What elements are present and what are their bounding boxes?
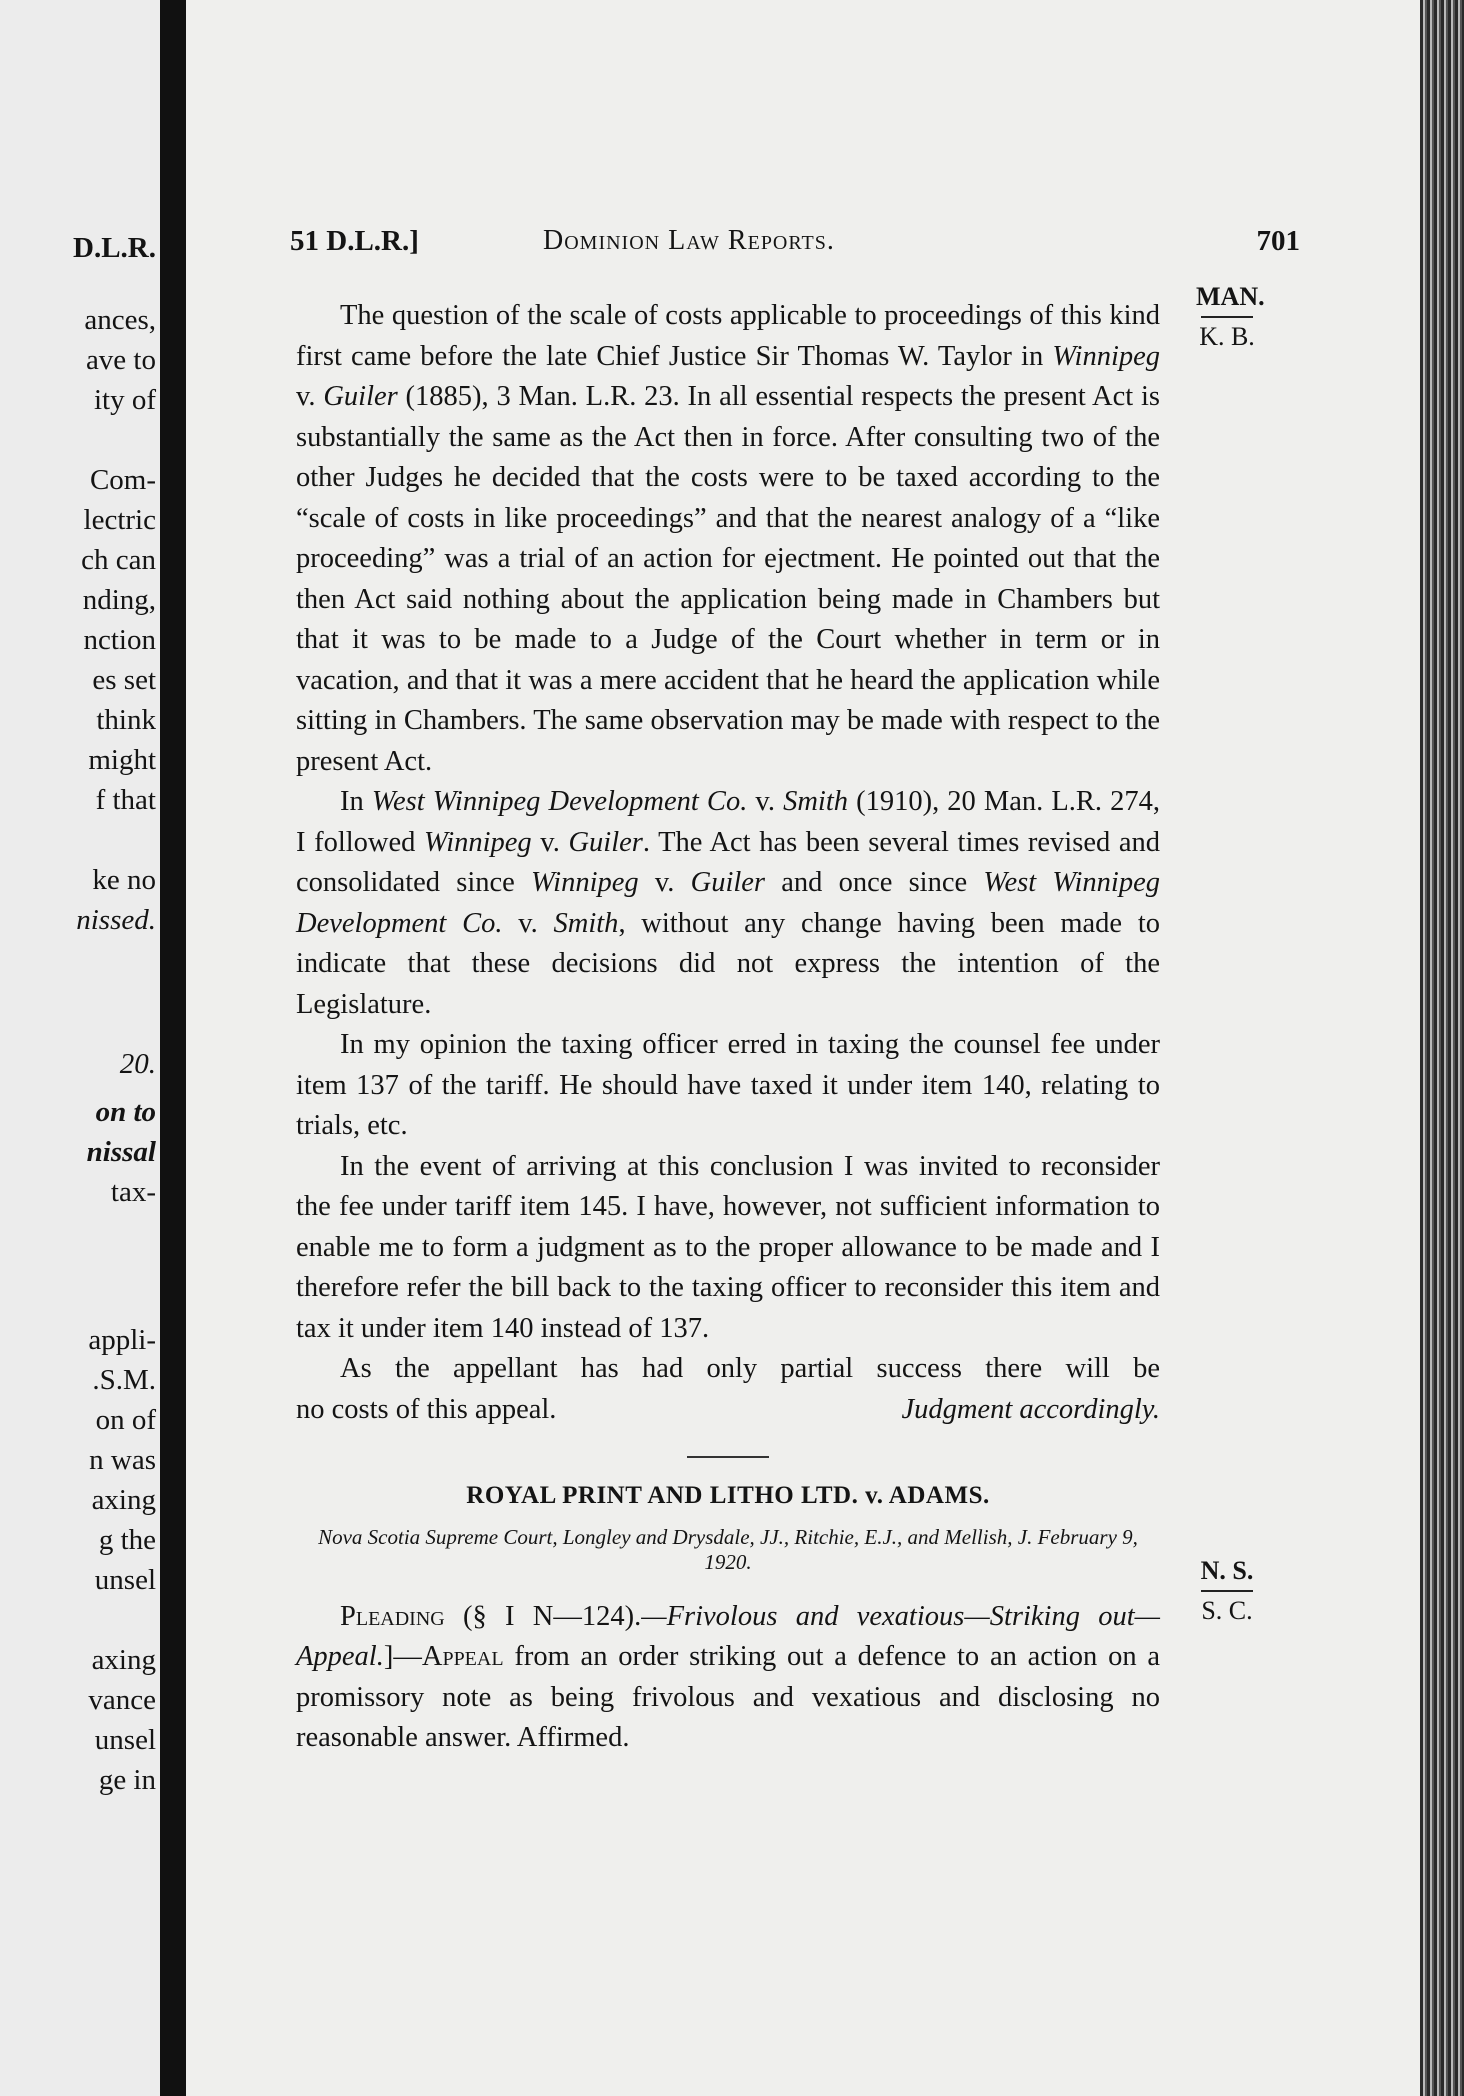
side-note-rule xyxy=(1201,1590,1253,1592)
page-edges xyxy=(1420,0,1464,2096)
text-run: v. xyxy=(296,381,324,412)
left-page-line: f that xyxy=(95,784,156,816)
case-name: Smith xyxy=(553,907,619,939)
volume-reference: 51 D.L.R.] xyxy=(290,225,419,257)
headnote-topic: —Frivolous and vexatious—Striking out—Appeal. xyxy=(296,1600,1160,1672)
text-run: (1910), 20 Man. L.R. 274, I followed xyxy=(296,786,1161,858)
left-page-line: on of xyxy=(95,1404,156,1436)
side-note-province: N. S. xyxy=(1200,1556,1254,1585)
text-run: (1885), 3 Man. L.R. 23. In all essential respects the present Act is substantially the same as the Act then in force. After consulting two of the other Judges he decided that the costs were to be taxed according to the “scale of costs in like proceedings” and that the nearest analogy of a “like proceeding” was a trial of an action for ejectment. He pointed out that the then Act said nothing about the application being made in Chambers but that it was to be made to a Judge of the Court whether in term or in vacation, and that it was a mere accident that he heard the application while sitting in Chambers. The same observation may be made with respect to the present Act. xyxy=(296,381,1160,777)
left-page-line: ity of xyxy=(93,384,156,416)
case-name: Smith xyxy=(783,786,848,817)
headnote xyxy=(296,1597,1160,1759)
left-page-line: axing xyxy=(91,1644,156,1676)
headnote-text: from an order striking out a defence to an action on a promissory note as being frivolous and vexatious and disclosing no reasonable answer. Affirmed. xyxy=(296,1641,1160,1753)
left-page-line: unsel xyxy=(94,1564,156,1596)
text-run: The question of the scale of costs applicable to proceedings of this kind first came before the late Chief Justice Sir Thomas W. Taylor in xyxy=(296,300,1160,372)
side-note-province: MAN. xyxy=(1196,282,1265,311)
left-page-line: D.L.R. xyxy=(73,232,156,264)
case-name: West Winnipeg Development Co. xyxy=(371,786,748,817)
text-run: no costs of this appeal. xyxy=(296,1393,557,1425)
left-page-line: nction xyxy=(83,624,156,656)
left-page-line: nissal xyxy=(86,1136,156,1168)
text-run: v. xyxy=(502,907,554,939)
left-page-line: .S.M. xyxy=(92,1364,156,1396)
case-name: Winnipeg xyxy=(1052,340,1161,372)
text-run: and once since xyxy=(765,867,984,898)
case-name: West Winnipeg Development Co. xyxy=(296,867,1160,939)
left-page-line: nding, xyxy=(82,584,156,616)
book-gutter xyxy=(160,0,186,2096)
paragraph: As the appellant has had only partial success there will be xyxy=(340,1353,1160,1384)
left-page-line: ge in xyxy=(98,1764,156,1796)
court-and-judges: Nova Scotia Supreme Court, Longley and Drysdale, JJ., Ritchie, E.J., and Mellish, J. February 9, 1920. xyxy=(318,1524,1138,1574)
left-page-line: think xyxy=(96,704,156,736)
paragraph xyxy=(296,296,1160,782)
case-name: Guiler xyxy=(568,826,643,858)
left-page-line: might xyxy=(88,744,156,776)
section-divider xyxy=(687,1456,769,1458)
left-page-line: lectric xyxy=(83,504,156,536)
left-page-margin xyxy=(0,0,166,2096)
judgment-text xyxy=(296,296,1160,1759)
case-name: Guiler xyxy=(690,867,766,898)
left-page-line: es set xyxy=(92,664,156,696)
text-run: v. xyxy=(747,786,784,817)
paragraph xyxy=(296,782,1160,1025)
side-note-man-kb xyxy=(1196,282,1265,352)
left-page-line: ke no xyxy=(92,864,156,896)
left-page-line: n was xyxy=(89,1444,156,1476)
left-page-line: ave to xyxy=(85,344,156,376)
left-page-line: unsel xyxy=(94,1724,156,1756)
side-note-rule xyxy=(1201,316,1253,318)
text-run: ]— xyxy=(383,1641,422,1672)
left-page-line: 20. xyxy=(119,1048,156,1080)
left-page-line: vance xyxy=(88,1684,156,1716)
paragraph: In my opinion the taxing officer erred in taxing the counsel fee under item 137 of the tariff. He should have taxed it under item 140, relating to trials, etc. xyxy=(296,1029,1160,1141)
paragraph-last-line xyxy=(296,1390,1160,1431)
case-name: Winnipeg xyxy=(531,867,639,898)
side-note-court: S. C. xyxy=(1201,1596,1253,1625)
left-page-line: axing xyxy=(91,1484,156,1516)
text-run: v. xyxy=(638,867,691,898)
headnote-label: Pleading xyxy=(340,1600,445,1632)
left-page-line: ch can xyxy=(81,544,156,576)
publication-title: Dominion Law Reports. xyxy=(543,225,835,256)
left-page-line: on to xyxy=(95,1096,156,1128)
left-page-line: appli- xyxy=(88,1324,156,1356)
running-header xyxy=(290,225,1300,265)
left-page-line: tax- xyxy=(110,1176,156,1208)
text-run: In xyxy=(340,786,372,817)
headnote-section: (§ I N—124). xyxy=(444,1600,642,1632)
side-note-court: K. B. xyxy=(1199,322,1255,351)
left-page-line: ances, xyxy=(84,304,156,336)
text-run: v. xyxy=(531,826,569,858)
left-page-line: g the xyxy=(98,1524,156,1556)
left-page-line: Com- xyxy=(89,464,156,496)
side-note-ns-sc xyxy=(1196,1556,1258,1626)
headnote-appeal-label: Appeal xyxy=(421,1641,504,1672)
left-page-line: nissed. xyxy=(76,904,156,936)
case-title: ROYAL PRINT AND LITHO LTD. v. ADAMS. xyxy=(466,1482,990,1509)
page-number: 701 xyxy=(1256,225,1300,257)
case-name: Winnipeg xyxy=(424,826,532,858)
text-run: . The Act has been several times revised and consolidated since xyxy=(296,826,1160,898)
judgment-outcome: Judgment accordingly. xyxy=(901,1393,1160,1425)
paragraph: In the event of arriving at this conclusion I was invited to reconsider the fee under tariff item 145. I have, however, not sufficient information to enable me to form a judgment as to the proper allowance to be made and I therefore refer the bill back to the taxing officer to reconsider this item and tax it under item 140 instead of 137. xyxy=(296,1150,1160,1344)
text-run: , without any change having been made to indicate that these decisions did not express the intention of the Legislature. xyxy=(296,907,1160,1020)
case-name: Guiler xyxy=(323,381,398,412)
